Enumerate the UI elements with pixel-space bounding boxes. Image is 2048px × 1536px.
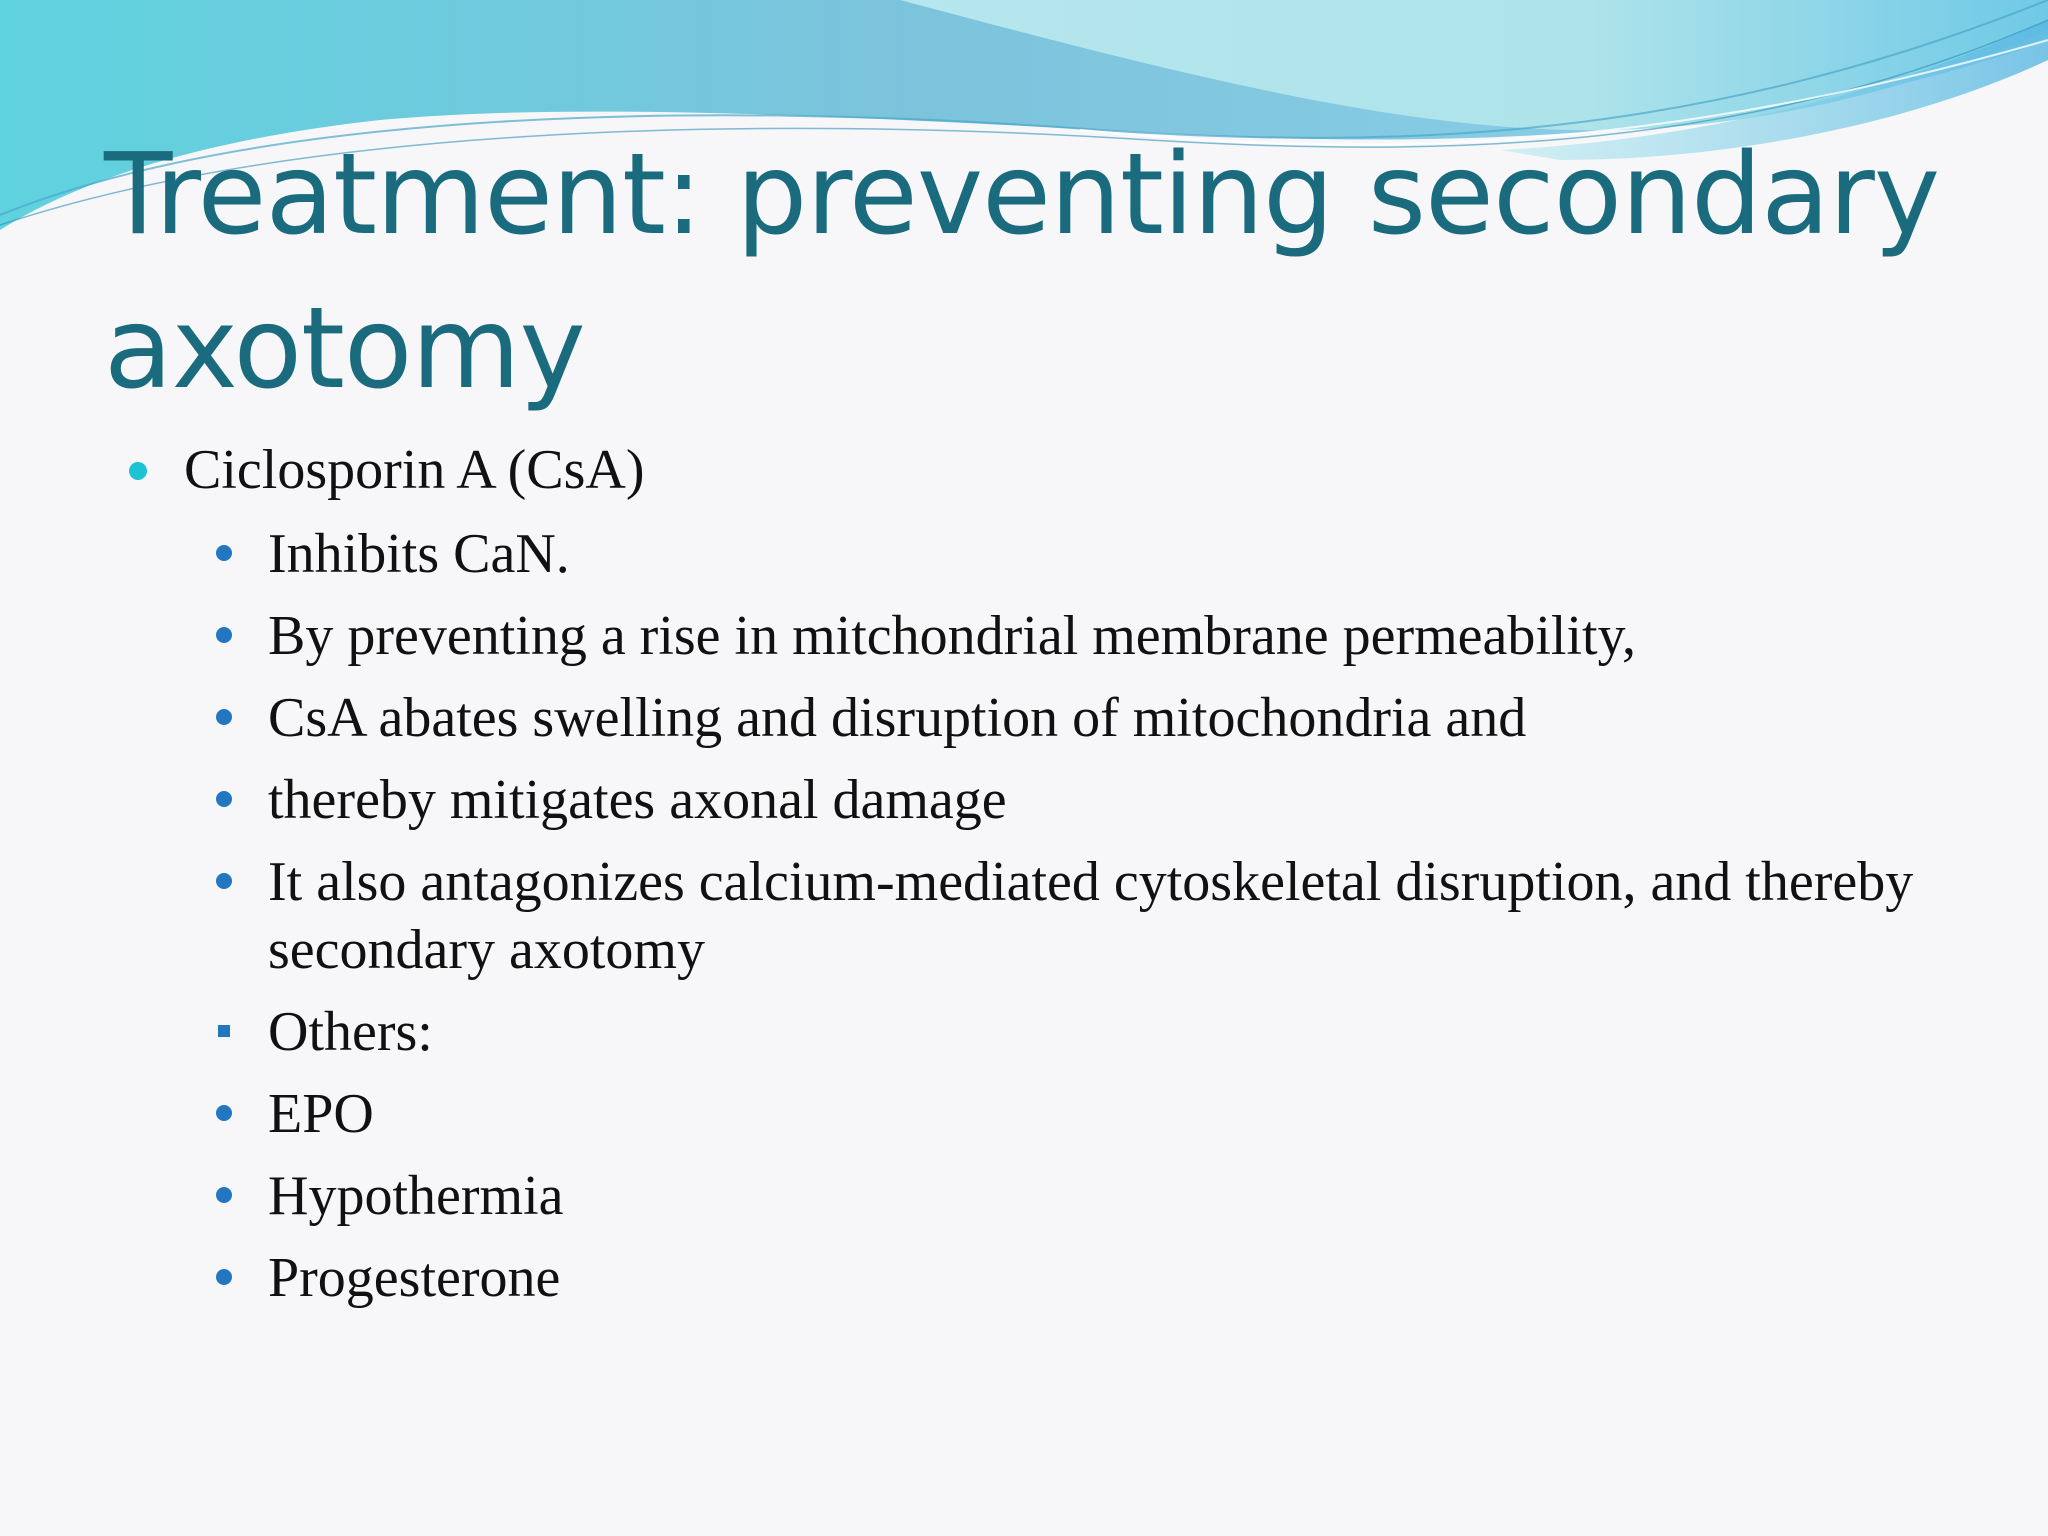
bullet-item (268, 998, 1928, 1066)
round-bullet-icon (129, 462, 147, 480)
bullet-text: CsA abates swelling and disruption of mitochondria and (268, 687, 1527, 749)
bullet-text: By preventing a rise in mitchondrial membrane permeability, (268, 605, 1636, 667)
bullet-text: Others: (268, 1001, 433, 1063)
round-bullet-icon (216, 1187, 232, 1203)
bullet-item (268, 1080, 1928, 1148)
slide-title: Treatment: preventing secondary axotomy (104, 130, 1940, 414)
round-bullet-icon (216, 709, 232, 725)
bullet-item (268, 520, 1928, 588)
bullet-text: It also antagonizes calcium-mediated cytoskeletal disruption, and thereby secondary axotomy (268, 851, 1914, 981)
bullet-item (184, 438, 1944, 502)
bullet-item (268, 602, 1928, 670)
round-bullet-icon (216, 545, 232, 561)
bullet-text: EPO (268, 1083, 374, 1145)
bullet-item (268, 1244, 1928, 1312)
bullet-item (268, 766, 1928, 834)
bullet-text: Ciclosporin A (CsA) (184, 439, 645, 501)
bullet-text: Inhibits CaN. (268, 523, 570, 585)
bullet-item (268, 848, 1928, 984)
square-bullet-icon (218, 1025, 230, 1037)
bullet-text: thereby mitigates axonal damage (268, 769, 1007, 831)
bullet-text: Progesterone (268, 1247, 561, 1309)
bullet-text: Hypothermia (268, 1165, 564, 1227)
round-bullet-icon (216, 627, 232, 643)
round-bullet-icon (216, 791, 232, 807)
round-bullet-icon (216, 1269, 232, 1285)
round-bullet-icon (216, 873, 232, 889)
bullet-item (268, 684, 1928, 752)
bullet-item (268, 1162, 1928, 1230)
round-bullet-icon (216, 1105, 232, 1121)
